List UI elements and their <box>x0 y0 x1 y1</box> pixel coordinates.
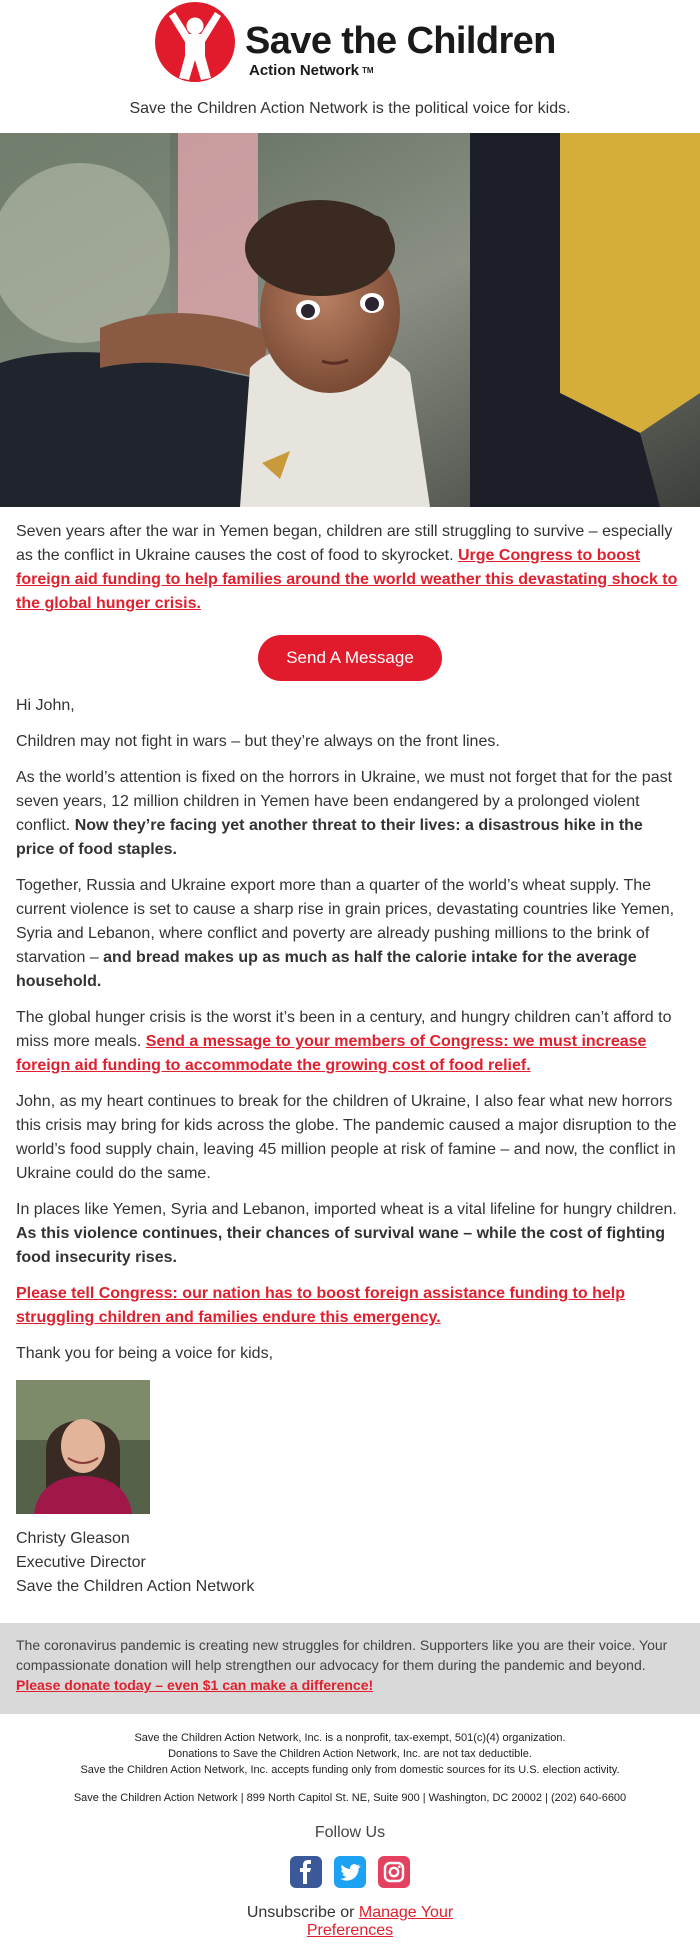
paragraph-2-text: As the world’s attention is fixed on the horrors in Ukraine, we must not forget that for the past seven years, 12 million children in Yemen have been endangered by a prolonged violent conflict. <box>16 769 673 834</box>
logo[interactable] <box>153 0 556 84</box>
letter-paragraph-3 <box>16 874 684 994</box>
signer-name: Christy Gleason <box>16 1530 130 1547</box>
paragraph-4-text: The global hunger crisis is the worst it’s been in a century, and hungry children can’t afford to miss more meals. <box>16 1009 672 1050</box>
twitter-icon[interactable] <box>334 1856 366 1888</box>
greeting: Hi John, <box>16 697 75 714</box>
letter-paragraph-1: Children may not fight in wars – but they’re always on the front lines. <box>16 733 500 750</box>
letter-paragraph-7 <box>16 1282 684 1330</box>
legal-line-2: Donations to Save the Children Action Network, Inc. are not tax deductible. <box>168 1748 532 1760</box>
paragraph-3-text: Together, Russia and Ukraine export more than a quarter of the world’s wheat supply. The current violence is set to cause a sharp rise in grain prices, devastating countries like Yemen, Syria and Lebanon, where conflict and poverty are already pushing millions to the brink of starvation – <box>16 877 675 966</box>
paragraph-3-bold: and bread makes up as much as half the calorie intake for the average household. <box>16 949 637 990</box>
donate-link[interactable]: Please donate today – even $1 can make a difference! <box>16 1677 374 1693</box>
letter-paragraph-5: John, as my heart continues to break for the children of Ukraine, I also fear what new horrors this crisis may bring for kids across the globe. The pandemic caused a major disruption to the world’s food supply chain, leaving 45 million people at risk of famine – and now, the conflict in Ukraine could do the same. <box>16 1093 677 1182</box>
trademark: TM <box>362 66 374 75</box>
facebook-icon[interactable] <box>290 1856 322 1888</box>
paragraph-2-bold: Now they’re facing yet another threat to their lives: a disastrous hike in the price of food staples. <box>16 817 643 858</box>
instagram-icon[interactable] <box>378 1856 410 1888</box>
signature-block <box>16 1527 684 1599</box>
cta-wrapper <box>16 635 684 681</box>
footer <box>0 1714 700 1940</box>
signature-photo <box>16 1380 150 1514</box>
intro-text: Seven years after the war in Yemen began, children are still struggling to survive – especially as the conflict in Ukraine causes the cost of food to skyrocket. <box>16 523 673 564</box>
hero-photo <box>0 133 700 507</box>
signer-title: Executive Director <box>16 1554 146 1571</box>
manage-preferences-line-1: Manage Your <box>358 1904 454 1921</box>
legal-line-3: Save the Children Action Network, Inc. accepts funding only from domestic sources for its U.S. election activity. <box>80 1764 620 1776</box>
save-the-children-logo-icon <box>153 0 237 84</box>
manage-preferences-line-2: Preferences <box>306 1922 394 1939</box>
unsubscribe-text: Unsubscribe <box>246 1904 336 1921</box>
paragraph-6-text: In places like Yemen, Syria and Lebanon, imported wheat is a vital lifeline for hungry children. <box>16 1201 677 1218</box>
intro-advocacy-link[interactable]: Urge Congress to boost foreign aid funding to help families around the world weather this devastating shock to the global hunger crisis. <box>16 547 678 612</box>
footer-address: Save the Children Action Network | 899 North Capitol St. NE, Suite 900 | Washington, DC 20002 | (202) 640-6600 <box>73 1792 627 1804</box>
letter-paragraph-6 <box>16 1198 684 1270</box>
content <box>0 507 700 1599</box>
donate-box <box>0 1623 700 1714</box>
congress-message-link[interactable]: Send a message to your members of Congress: we must increase foreign aid funding to accommodate the growing cost of food relief. <box>16 1033 647 1074</box>
logo-subtitle <box>249 62 374 79</box>
signer-org: Save the Children Action Network <box>16 1578 255 1595</box>
social-links <box>0 1856 700 1890</box>
donate-text: The coronavirus pandemic is creating new struggles for children. Supporters like you are their voice. Your compassionate donation will help strengthen our advocacy for them during the pandemic and beyond. <box>16 1637 668 1673</box>
send-message-button[interactable]: Send A Message <box>258 635 442 681</box>
logo-wordmark: Save the Children <box>245 20 556 62</box>
follow-us-heading: Follow Us <box>314 1824 386 1841</box>
tagline: Save the Children Action Network is the political voice for kids. <box>129 100 571 117</box>
legal-text <box>0 1730 700 1778</box>
logo-subtitle-text: Action Network <box>249 62 360 79</box>
letter-paragraph-4 <box>16 1006 684 1078</box>
or-text: or <box>335 1904 359 1921</box>
legal-line-1: Save the Children Action Network, Inc. is a nonprofit, tax-exempt, 501(c)(4) organization. <box>134 1732 566 1744</box>
letter-paragraph-2 <box>16 766 684 862</box>
intro-paragraph <box>16 507 684 616</box>
paragraph-6-bold: As this violence continues, their chances of survival wane – while the cost of fighting food insecurity rises. <box>16 1225 666 1266</box>
tell-congress-link[interactable]: Please tell Congress: our nation has to boost foreign assistance funding to help struggling children and families endure this emergency. <box>16 1285 625 1326</box>
closing: Thank you for being a voice for kids, <box>16 1345 274 1362</box>
header <box>0 0 700 133</box>
unsubscribe-line <box>0 1904 700 1940</box>
